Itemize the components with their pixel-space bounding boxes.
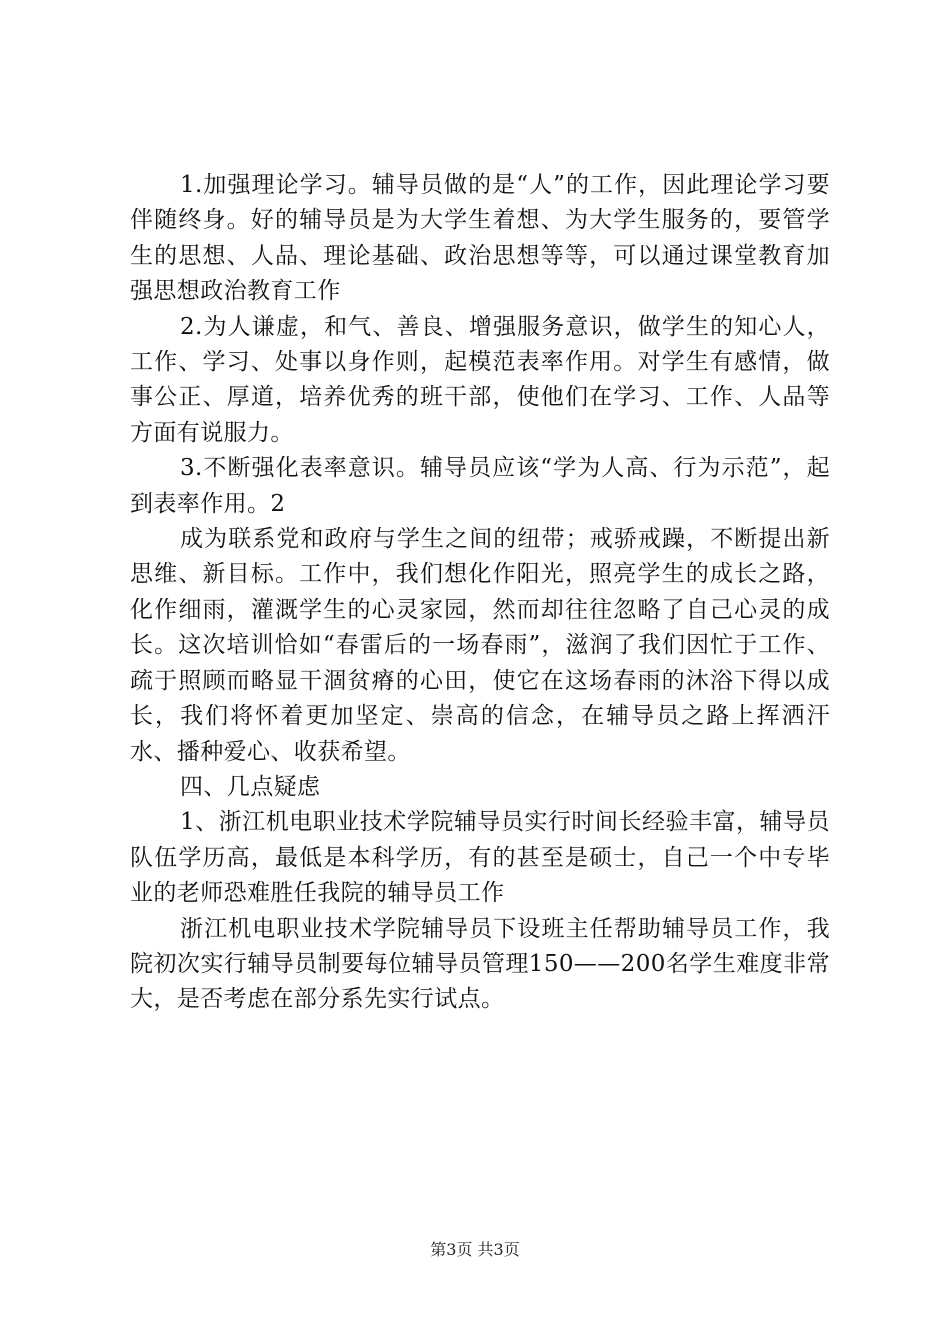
paragraph-role-model: 3.不断强化表率意识。辅导员应该“学为人高、行为示范”，起到表率作用。2 [130, 455, 830, 517]
section-heading-concerns: 四、几点疑虑 [180, 773, 321, 800]
paragraph-humility-service: 2.为人谦虚，和气、善良、增强服务意识，做学生的知心人，工作、学习、处事以身作则，起模范表率作用。对学生有感情，做事公正、厚道，培养优秀的班干部，使他们在学习、工作、人品等方面有说服力。 [130, 313, 830, 446]
paragraph-theory-study: 1.加强理论学习。辅导员做的是“人”的工作，因此理论学习要伴随终身。好的辅导员是为大学生着想、为大学生服务的，要管学生的思想、人品、理论基础、政治思想等等，可以通过课堂教育加强思想政治教育工作 [130, 172, 830, 305]
paragraph-concern-qualification: 1、浙江机电职业技术学院辅导员实行时间长经验丰富，辅导员队伍学历高，最低是本科学历，有的甚至是硕士，自己一个中专毕业的老师恐难胜任我院的辅导员工作 [130, 809, 830, 907]
document-body [130, 168, 830, 1018]
paragraph-bridge-reflection: 成为联系党和政府与学生之间的纽带；戒骄戒躁，不断提出新思维、新目标。工作中，我们想化作阳光，照亮学生的成长之路，化作细雨，灌溉学生的心灵家园，然而却往往忽略了自己心灵的成长。这次培训恰如“春雷后的一场春雨”，滋润了我们因忙于工作、疏于照顾而略显干涸贫瘠的心田，使它在这场春雨的沐浴下得以成长，我们将怀着更加坚定、崇高的信念，在辅导员之路上挥洒汗水、播种爱心、收获希望。 [130, 526, 830, 765]
paragraph-concern-workload: 浙江机电职业技术学院辅导员下设班主任帮助辅导员工作，我院初次实行辅导员制要每位辅导员管理150——200名学生难度非常大，是否考虑在部分系先实行试点。 [130, 915, 830, 1013]
page-footer: 第3页 共3页 [430, 1240, 520, 1259]
